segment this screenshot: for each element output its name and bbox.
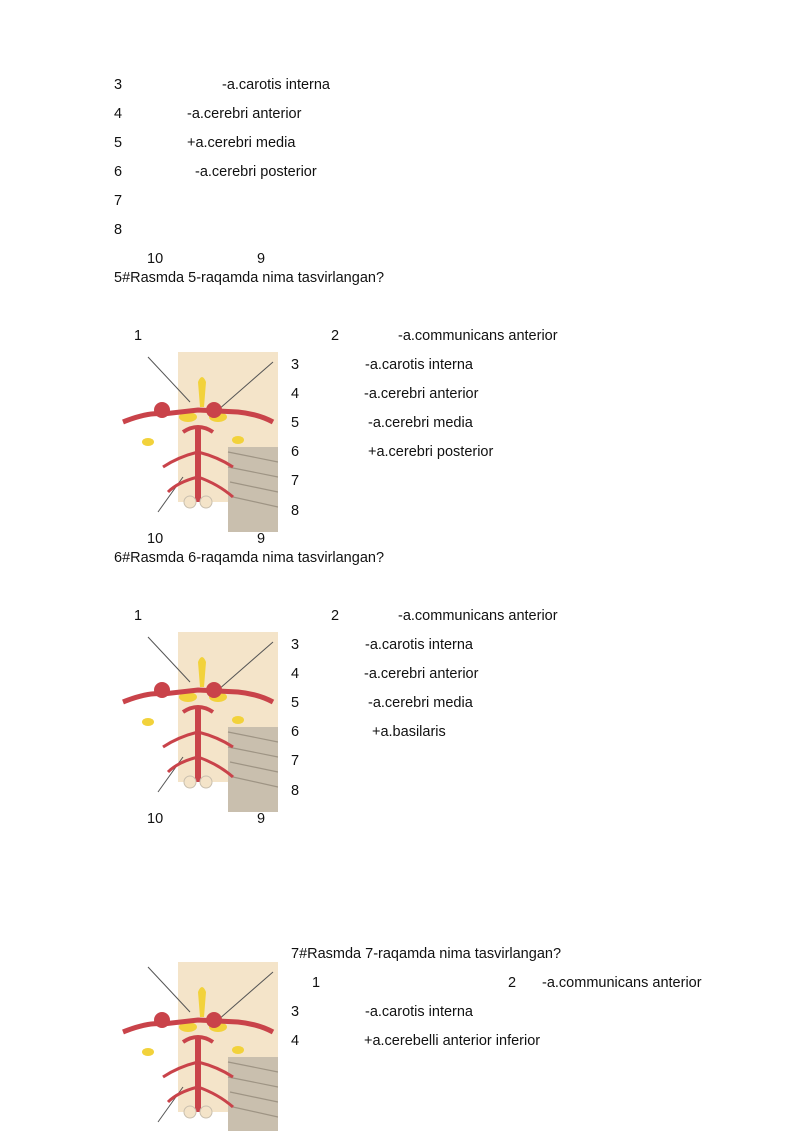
question-text: 5#Rasmda 5-raqamda nima tasvirlangan? [114, 270, 385, 286]
circle-of-willis-diagram [118, 352, 278, 532]
answer-option-correct: +a.cerebelli anterior inferior [364, 1033, 541, 1049]
label-6: 6 [291, 444, 300, 460]
label-8: 8 [291, 503, 300, 519]
answer-option: -a.cerebri anterior [187, 106, 302, 122]
answer-option: -a.cerebri posterior [195, 164, 317, 180]
label-10: 10 [147, 531, 164, 547]
answer-option: -a.carotis interna [222, 77, 330, 93]
brain-arteries-figure [118, 352, 278, 532]
answer-option: -a.communicans anterior [398, 608, 558, 624]
circle-of-willis-diagram [118, 962, 278, 1131]
label-9: 9 [257, 811, 266, 827]
answer-option-correct: +a.cerebri posterior [368, 444, 494, 460]
label-4: 4 [291, 386, 300, 402]
label-9: 9 [257, 251, 266, 267]
answer-option: -a.carotis interna [365, 357, 473, 373]
label-8: 8 [291, 783, 300, 799]
label-1: 1 [134, 608, 143, 624]
label-4: 4 [114, 106, 123, 122]
label-6: 6 [291, 724, 300, 740]
label-4: 4 [291, 666, 300, 682]
answer-option: -a.carotis interna [365, 1004, 473, 1020]
label-5: 5 [291, 695, 300, 711]
label-3: 3 [291, 1004, 300, 1020]
circle-of-willis-diagram [118, 632, 278, 812]
label-9: 9 [257, 531, 266, 547]
label-3: 3 [291, 357, 300, 373]
label-2: 2 [508, 975, 517, 991]
label-2: 2 [331, 608, 340, 624]
label-5: 5 [291, 415, 300, 431]
answer-option: -a.communicans anterior [542, 975, 702, 991]
label-3: 3 [291, 637, 300, 653]
label-10: 10 [147, 811, 164, 827]
question-text: 7#Rasmda 7-raqamda nima tasvirlangan? [291, 946, 562, 962]
answer-option: -a.cerebri media [368, 415, 473, 431]
label-4: 4 [291, 1033, 300, 1049]
answer-option-correct: +a.cerebri media [187, 135, 296, 151]
label-2: 2 [331, 328, 340, 344]
answer-option: -a.carotis interna [365, 637, 473, 653]
question-text: 6#Rasmda 6-raqamda nima tasvirlangan? [114, 550, 385, 566]
brain-arteries-figure [118, 962, 278, 1131]
answer-option: -a.cerebri anterior [364, 386, 479, 402]
label-1: 1 [312, 975, 321, 991]
answer-option: -a.communicans anterior [398, 328, 558, 344]
answer-option: -a.cerebri anterior [364, 666, 479, 682]
label-3: 3 [114, 77, 123, 93]
answer-option-correct: +a.basilaris [372, 724, 446, 740]
label-6: 6 [114, 164, 123, 180]
label-5: 5 [114, 135, 123, 151]
label-7: 7 [114, 193, 123, 209]
label-7: 7 [291, 473, 300, 489]
label-10: 10 [147, 251, 164, 267]
label-1: 1 [134, 328, 143, 344]
label-7: 7 [291, 753, 300, 769]
label-8: 8 [114, 222, 123, 238]
brain-arteries-figure [118, 632, 278, 812]
answer-option: -a.cerebri media [368, 695, 473, 711]
